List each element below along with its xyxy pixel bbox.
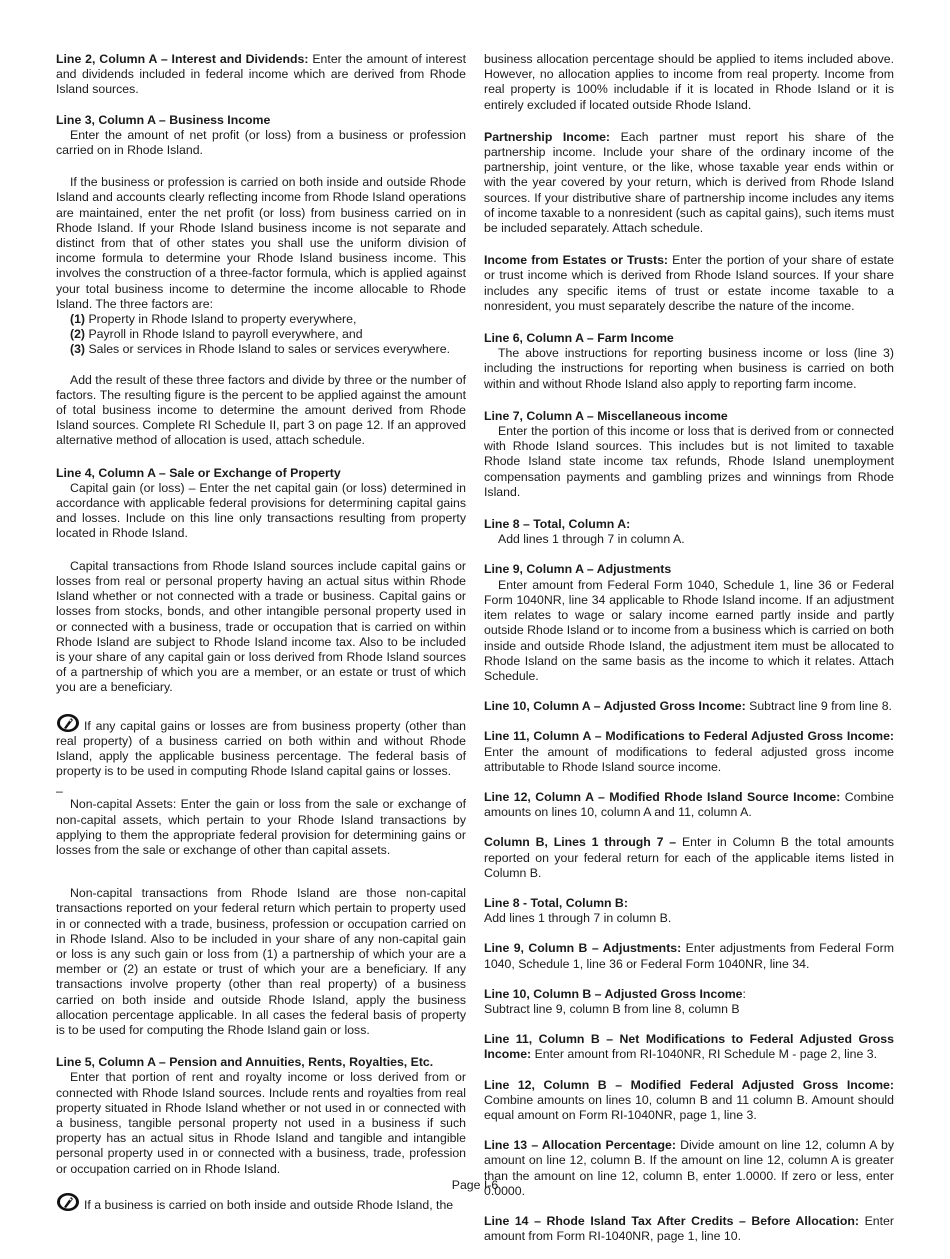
heading: Line 2, Column A – Interest and Dividends: (56, 52, 309, 66)
heading: Line 9, Column B – Adjustments: (484, 941, 682, 956)
heading: Line 14 – Rhode Island Tax After Credits – Before Allocation: (484, 1213, 860, 1228)
body-text: Enter in Column B the total amounts reported on your federal return for each of the applicable items listed in Column B. (484, 835, 894, 880)
body-text: Add lines 1 through 7 in column A. (498, 532, 685, 547)
paragraph: business allocation percentage should be applied to items included above. However, no allocation applies to income from real property. Income from real property is 100% includable if it is located in Rhode Island or it is entirely excluded if located outside Rhode Island. (484, 52, 894, 112)
heading: Line 4, Column A – Sale or Exchange of Property (56, 465, 341, 480)
body-text: Enter the amount of net profit (or loss) from a business or profession carried on in Rhode Island. (56, 127, 466, 158)
section-line8-col-a (484, 517, 894, 547)
body-text: Enter amount from Form RI-1040NR, page 1, line 10. (484, 1213, 894, 1244)
section-line7-col-a (484, 409, 894, 500)
paragraph: Non-capital Assets: Enter the gain or loss from the sale or exchange of non-capital assets, which pertain to your Rhode Island transactions by applying to them the appropriate federal provision for determining gains or losses from the sale or exchange of other than capital assets. (56, 797, 466, 857)
heading: Line 8 – Total, Column A: (484, 517, 631, 532)
list-item: (2) Payroll in Rhode Island to payroll everywhere, and (70, 327, 363, 342)
body-text: Capital gain (or loss) – Enter the net capital gain (or loss) determined in accordance with applicable federal provisions for determining capital gains and losses. Include on this line only transactions resulting from property located in Rhode Island. (56, 480, 466, 541)
body-text: Add lines 1 through 7 in column B. (484, 911, 672, 926)
dash: – (56, 784, 63, 799)
body-text: Enter that portion of rent and royalty income or loss derived from or connected with Rhode Island sources. Include rents and royalties from real property situated in Rhode Island whether or not used in or connected with a business, tangible personal property not used in a business if such property has an actual situs in Rhode Island and tangible and intangible personal property used in or connected with a business, trade, profession or occupation carried on in Rhode Island. (56, 1070, 466, 1176)
pen-nib-icon (56, 1192, 80, 1212)
heading: Line 10, Column A – Adjusted Gross Income: (484, 699, 746, 714)
body-text: Enter amount from Federal Form 1040, Schedule 1, line 36 or Federal Form 1040NR, line 34 applicable to Rhode Island income. If an adjustment item relates to wage or salary income earned partly inside and partly outside Rhode Island or to income from a business which is carried on both inside and outside Rhode Island, the adjustment item must be allocated to Rhode Island on the same basis as the income to which it relates. Attach Schedule. (484, 577, 894, 683)
paragraph: Non-capital transactions from Rhode Island are those non-capital transactions reported on your federal return which pertain to property used in or connected with a trade, business, profession or occupation carried on in Rhode Island. Also to be included in your share of any non-capital gain or loss is any such gain or loss from (1) a partnership of which your are a member or (2) an estate or trust of which your are a beneficiary. If any transactions involve property (other than real property) of a business carried on both inside and outside Rhode Island, apply the business allocation percentage applicable. In all cases the federal basis of property is to be used for computing the Rhode Island gain or loss. (56, 886, 466, 1037)
heading: Line 5, Column A – Pension and Annuities, Rents, Royalties, Etc. (56, 1055, 434, 1070)
paragraph: Add the result of these three factors and divide by three or the number of factors. The resulting figure is the percent to be applied against the amount of total business income to determine the amount derived from Rhode Island sources. Complete RI Schedule II, part 3 on page 12. If an approved alternative method of allocation is used, attach schedule. (56, 372, 466, 448)
section-line10-col-a (484, 699, 894, 714)
paragraph: Capital transactions from Rhode Island sources include capital gains or losses from real or personal property having an actual situs within Rhode Island whether or not connected with a trade or business. Capital gains or losses from stocks, bonds, and other intangible personal property used in or connected with a business, trade or occupation that is carried on within Rhode Island are subject to Rhode Island income tax. Also to be included is your share of any capital gain or loss derived from Rhode Island sources of a partnership of which you are a member, or an estate or trust of which you are a beneficiary. (56, 558, 466, 695)
section-line3-col-a (56, 113, 466, 159)
section-line6-col-a (484, 331, 894, 392)
body-text: Enter the portion of this income or loss that is derived from or connected with Rhode Island sources. This includes but is not limited to taxable Rhode Island state income tax refunds, Rhode Island unemployment compensation payments and gambling prizes and winnings from Rhode Island. (484, 424, 894, 499)
list-item: (1) Property in Rhode Island to property everywhere, (70, 312, 357, 327)
section-line5-col-a (56, 1055, 466, 1177)
body-text: The above instructions for reporting business income or loss (line 3) including the instructions for reporting when business is carried on both within and without Rhode Island also apply to reporting farm income. (484, 346, 894, 391)
section-line10-col-b: Line 10, Column B – Adjusted Gross Income: Subtract line 9, column B from line 8, column B (484, 987, 894, 1017)
section-line2-col-a (56, 52, 466, 98)
heading: Line 3, Column A – Business Income (56, 112, 271, 127)
list-item: (3) Sales or services in Rhode Island to sales or services everywhere. (70, 342, 450, 357)
factor-list (56, 312, 466, 358)
body-text: Divide amount on line 12, column A by amount on line 12, column B. If the amount on line 12, column A is greater than the amount on line 12, column B, enter 1.0000. If zero or less, enter 0.0000. (484, 1138, 894, 1198)
right-column (484, 52, 894, 1259)
section-line14 (484, 1214, 894, 1244)
body-text: If any capital gains or losses are from business property (other than real property) of a business carried on both within and without Rhode Island, apply the applicable business percentage. The federal basis of property is to be used in computing Rhode Island capital gains or losses. (56, 718, 466, 779)
heading: Line 8 - Total, Column B: (484, 895, 628, 910)
body-text: Each partner must report his share of the partnership income. Include your share of the ordinary income of the partnership, joint venture, or the like, whose taxable year ends within or with the year covered by your return, which is derived from Rhode Island sources. If your distributive share of partnership income includes any items of income taxable to a nonresident (such as capital gains), such items must be included separately. Attach schedule. (484, 129, 894, 236)
note-paragraph (56, 713, 466, 780)
section-line9-col-a (484, 562, 894, 684)
section-estates-trusts (484, 253, 894, 314)
section-line12-col-a (484, 790, 894, 820)
section-line9-col-b (484, 941, 894, 971)
left-column (56, 52, 466, 1228)
body-text: Subtract line 9, column B from line 8, column B (484, 1001, 740, 1016)
section-col-b-lines-1-7 (484, 835, 894, 881)
section-line8-col-b (484, 896, 894, 926)
heading: Line 12, Column A – Modified Rhode Island Source Income: (484, 789, 841, 804)
heading: Line 10, Column B – Adjusted Gross Income (484, 986, 743, 1001)
body-text: Enter the portion of your share of estate or trust income which is derived from Rhode Island sources. If your share includes any specific items of trust or estate income taxable to a nonresident, you must separately describe the nature of the income. (484, 253, 895, 313)
heading: Line 13 – Allocation Percentage: (484, 1138, 676, 1153)
heading: Line 11, Column A – Modifications to Federal Adjusted Gross Income: (484, 729, 894, 744)
body-text: Combine amounts on lines 10, column A and 11, column A. (484, 789, 894, 820)
note-paragraph (56, 1192, 466, 1213)
heading: Line 7, Column A – Miscellaneous income (484, 408, 728, 423)
heading: Partnership Income: (484, 129, 611, 144)
section-line11-col-b (484, 1032, 894, 1062)
body-text: Enter amount from RI-1040NR, RI Schedule M - page 2, line 3. (531, 1047, 878, 1062)
heading: Line 6, Column A – Farm Income (484, 331, 674, 346)
heading: Column B, Lines 1 through 7 – (484, 835, 677, 850)
section-line4-col-a (56, 466, 466, 542)
page-number: Page I-6 (451, 1178, 499, 1192)
body-text: Subtract line 9 from line 8. (745, 699, 892, 714)
section-line12-col-b (484, 1078, 894, 1124)
body-text: Enter adjustments from Federal Form 1040, Schedule 1, line 36 or Federal Form 1040NR, line 34. (484, 941, 894, 971)
body-text: Combine amounts on lines 10, column B and 11 column B. Amount should equal amount on Form RI-1040NR, page 1, line 3. (484, 1092, 894, 1122)
paragraph: If the business or profession is carried on both inside and outside Rhode Island and accounts clearly reflecting income from Rhode Island operations are maintained, enter the net profit (or loss) from business carried on in Rhode Island. If your Rhode Island business income is not separate and distinct from that of other states you shall use the uniform division of income formula to determine your Rhode Island business income. This involves the construction of a three-factor formula, which is applied against your total business income to determine the income allocable to Rhode Island. The three factors are: (56, 175, 466, 311)
heading: Line 9, Column A – Adjustments (484, 562, 672, 577)
section-partnership-income (484, 130, 894, 236)
body-text: Enter the amount of interest and dividends included in federal income which are derived from Rhode Island sources. (56, 52, 466, 97)
heading: Line 11, Column B – Net Modifications to Federal Adjusted Gross Income: (484, 1032, 894, 1062)
heading: Income from Estates or Trusts: (484, 253, 669, 268)
body-text: If a business is carried on both inside and outside Rhode Island, the (84, 1197, 454, 1212)
heading: Line 12, Column B – Modified Federal Adjusted Gross Income: (484, 1077, 894, 1092)
pen-nib-icon (56, 713, 80, 733)
body-text: Enter the amount of modifications to federal adjusted gross income attributable to Rhode Island source income. (484, 744, 894, 774)
section-line11-col-a (484, 729, 894, 775)
